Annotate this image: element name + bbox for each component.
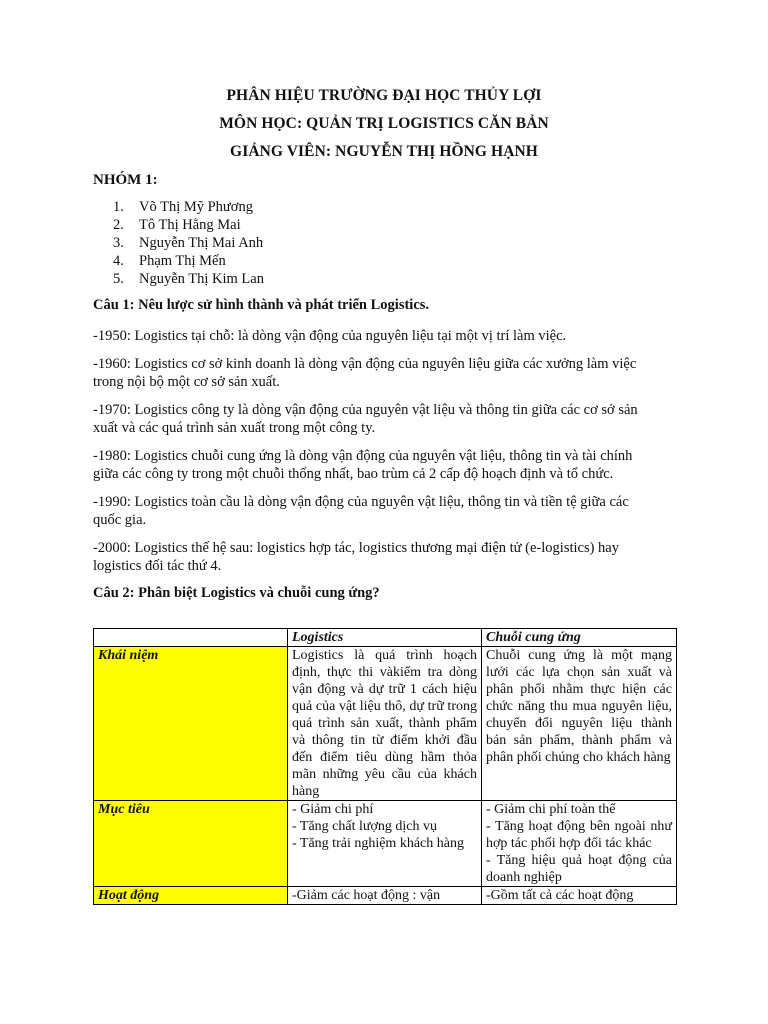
member-name: Nguyễn Thị Mai Anh	[139, 235, 264, 251]
table-row	[94, 647, 677, 801]
history-paragraph-1980: -1980: Logistics chuỗi cung ứng là dòng vận động của nguyên vật liệu, thông tin và tài chính giữa các công ty trong một chuỗi thống nhất, bao trùm cả 2 cấp độ hoạch định và tổ chức.	[93, 448, 633, 482]
cell-supply-chain-goal: - Giảm chi phí toàn thể - Tăng hoạt động bên ngoài như hợp tác phối hợp đối tác khác - Tăng hiệu quả hoạt động của doanh nghiệp	[482, 801, 677, 887]
row-label-goal: Mục tiêu	[94, 801, 288, 887]
list-item: 5. Nguyễn Thị Kim Lan	[113, 271, 264, 287]
question-1-title: Câu 1: Nêu lược sử hình thành và phát triển Logistics.	[93, 297, 430, 313]
table-header-supply-chain: Chuỗi cung ứng	[482, 629, 677, 647]
cell-logistics-concept: Logistics là quá trình hoạch định, thực thi vàkiểm tra dòng vận động và dự trữ 1 cách hiệu quả của vật liệu thô, dự trữ trong quá trình sản xuất, thành phẩm và thông tin từ điểm khởi đầu đến điểm tiêu dùng hầm thỏa mãn những yêu cầu của khách hàng	[288, 647, 482, 801]
cell-logistics-goal: - Giảm chi phí - Tăng chất lượng dịch vụ - Tăng trải nghiệm khách hàng	[288, 801, 482, 887]
history-paragraph-1950: -1950: Logistics tại chỗ: là dòng vận động của nguyên liệu tại một vị trí làm việc.	[93, 328, 567, 344]
history-paragraph-1970: -1970: Logistics công ty là dòng vận động của nguyên vật liệu và thông tin giữa các cơ sở sản xuất và các quá trình sản xuất trong một công ty.	[93, 402, 638, 436]
table-header-logistics: Logistics	[288, 629, 482, 647]
school-title: PHÂN HIỆU TRƯỜNG ĐẠI HỌC THỦY LỢI	[226, 87, 542, 104]
history-paragraph-1990: -1990: Logistics toàn cầu là dòng vận động của nguyên vật liệu, thông tin và tiền tệ giữa các quốc gia.	[93, 494, 629, 528]
list-item: 3. Nguyễn Thị Mai Anh	[113, 235, 264, 251]
list-item: 4. Phạm Thị Mến	[113, 253, 226, 269]
cell-supply-chain-concept: Chuỗi cung ứng là một mạng lưới các lựa chọn sản xuất và phân phối nhằm thực hiện các chức năng thu mua nguyên liệu, chuyển đổi nguyên liệu thành bán sản phẩm, thành phẩm và phân phối chúng cho khách hàng	[482, 647, 677, 801]
list-item: 1. Võ Thị Mỹ Phương	[113, 199, 253, 215]
comparison-table	[93, 628, 677, 905]
member-list	[113, 198, 264, 288]
table-row	[94, 887, 677, 905]
history-paragraph-1960: -1960: Logistics cơ sở kinh doanh là dòng vận động của nguyên liệu giữa các xưởng làm việc trong nội bộ một cơ sở sản xuất.	[93, 356, 637, 390]
row-label-activity: Hoạt động	[94, 887, 288, 905]
member-name: Phạm Thị Mến	[139, 253, 226, 269]
list-item: 2. Tô Thị Hằng Mai	[113, 217, 241, 233]
table-header-row	[94, 629, 677, 647]
course-title: MÔN HỌC: QUẢN TRỊ LOGISTICS CĂN BẢN	[219, 115, 549, 132]
member-name: Nguyễn Thị Kim Lan	[139, 271, 264, 287]
table-header-empty	[94, 629, 288, 647]
history-paragraph-2000: -2000: Logistics thế hệ sau: logistics hợp tác, logistics thương mại điện tử (e-logistics) hay logistics đối tác thứ 4.	[93, 540, 619, 574]
row-label-concept: Khái niệm	[94, 647, 288, 801]
member-name: Tô Thị Hằng Mai	[139, 217, 241, 233]
question-2-title: Câu 2: Phân biệt Logistics và chuỗi cung ứng?	[93, 585, 380, 601]
lecturer-title: GIẢNG VIÊN: NGUYỄN THỊ HỒNG HẠNH	[230, 143, 538, 160]
cell-supply-chain-activity: -Gồm tất cả các hoạt động	[482, 887, 677, 905]
group-title: NHÓM 1:	[93, 172, 158, 188]
cell-logistics-activity: -Giảm các hoạt động : vận	[288, 887, 482, 905]
table-row	[94, 801, 677, 887]
member-name: Võ Thị Mỹ Phương	[139, 199, 253, 215]
